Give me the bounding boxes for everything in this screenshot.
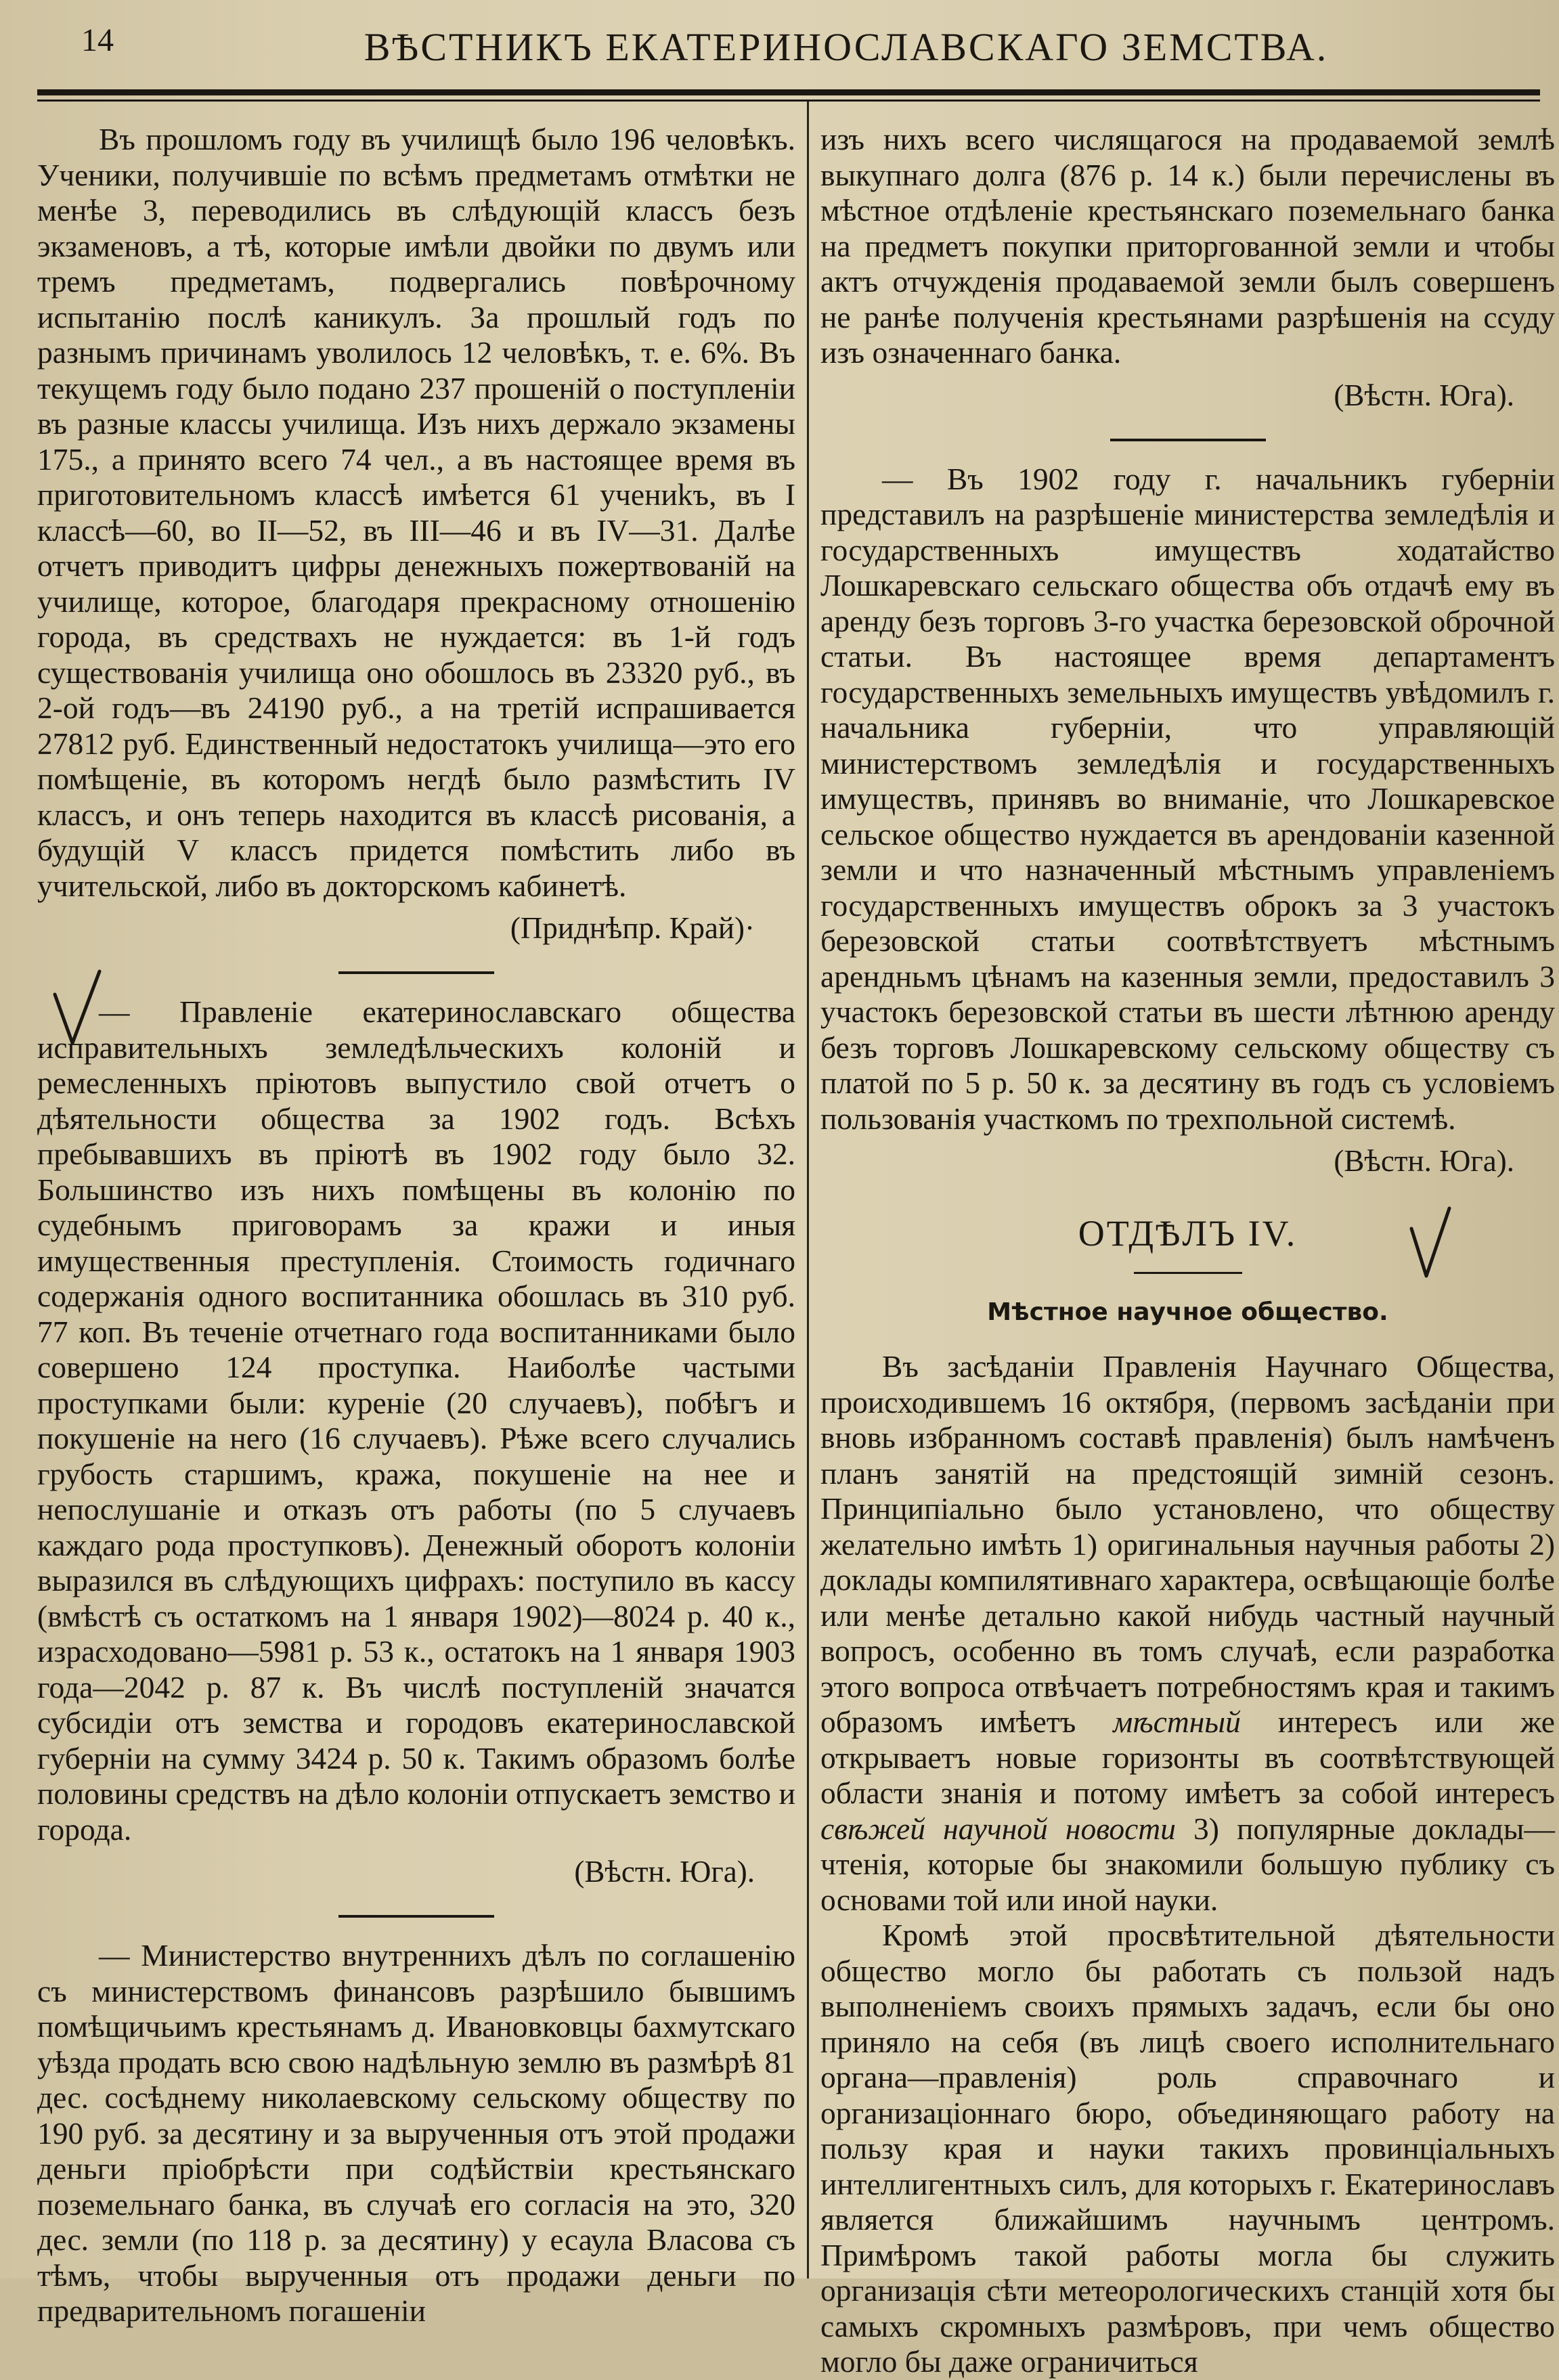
italic-text: мѣстный [1113, 1704, 1241, 1739]
section-heading [820, 1212, 1555, 1254]
article-scientific-society [820, 1349, 1555, 2380]
article-separator [338, 971, 494, 974]
checkmark-icon [1406, 1206, 1453, 1280]
header-rule-thick [37, 89, 1540, 95]
text-run: Въ засѣданіи Правленія Научнаго Общества, происходившемъ 16 октября, (первомъ засѣданіи при вновь избранномъ составѣ правленія) былъ намѣченъ планъ занятій на предстоящій зимній сезонъ. Принципіально было установлено, что обществу желательно имѣть 1) оригинальныя научныя работы 2) доклады компилятивнаго характера, освѣщающіе болѣе или менѣе детально какой нибудь частный научный вопросъ, особенно въ томъ случаѣ, если разработка этого вопроса отвѣчаетъ потребностямъ края и такимъ образомъ имѣетъ [820, 1349, 1555, 1739]
article-land-sale [37, 1938, 795, 2329]
article-source: (Приднѣпр. Край)· [510, 911, 755, 945]
article-text: Въ прошломъ году въ училищѣ было 196 человѣкъ. Ученики, получившіе по всѣмъ предметамъ отмѣтки не менѣе 3, переводились въ слѣдующій классъ безъ экзаменовъ, а тѣ, которые имѣли двойки по двумъ или тремъ предметамъ, подвергались повѣрочному испытанію послѣ каникулъ. За прошлый годъ по разнымъ причинамъ уволилось 12 человѣкъ, т. е. 6%. Въ текущемъ году было подано 237 прошеній о поступленіи въ разные классы училища. Изъ нихъ держало экзамены 175., а принято всего 74 чел., а въ настоящее время въ приготовительномъ классѣ имѣется 61 учениkъ, въ I классѣ—60, во II—52, въ III—46 и въ IV—31. Далѣе отчетъ приводитъ цифры денежныхъ пожертвованій на училище, которое, благодаря прекрасному отношенію города, въ средствахъ не нуждается: въ 1-й годъ существованія училища оно обошлось въ 23320 руб., въ 2-ой годъ—въ 24190 руб., а на третій испрашивается 27812 руб. Единственный недостатокъ училища—это его помѣщеніе, въ которомъ негдѣ было размѣстить IV классъ, и онъ теперь находится въ классѣ рисованія, а будущій V классъ придется помѣстить либо въ учительской, либо въ докторскомъ кабинетѣ. [37, 122, 795, 903]
article-land-sale-continued [820, 122, 1555, 416]
section-subheading: Мѣстное научное общество. [987, 1298, 1388, 1326]
column-divider [807, 102, 809, 2278]
left-column [37, 122, 795, 2328]
article-school-report [37, 122, 795, 948]
article-text: — Въ 1902 году г. начальникъ губерніи представилъ на разрѣшеніе министерства земледѣлія и государственныхъ имуществъ ходатайство Лошкаревскаго сельскаго общества объ отдачѣ ему въ аренду безъ торговъ 3-го участка березовской оброчной статьи. Въ настоящее время департаментъ государственныхъ земельныхъ имуществъ увѣдомилъ г. начальника губерніи, что управляющій министерствомъ земледѣлія и государственныхъ имуществъ, принявъ во вниманіе, что Лошкаревское сельское общество нуждается въ арендованіи казенной земли и что назначенный мѣстнымъ управленіемъ государственныхъ имуществъ оброкъ за 3 участокъ березовской статьи соотвѣтствуетъ мѣстнымъ арендньмъ цѣнамъ на казенныя земли, предоставилъ 3 участокъ березовской статьи въ шести лѣтнюю аренду безъ торговъ Лошкаревскому сельскому обществу съ платой по 5 р. 50 к. за десятину въ годъ съ условіемъ пользованія участкомъ по трехпольной системѣ. [820, 461, 1555, 1136]
page-header [0, 0, 1559, 95]
journal-title: ВѢСТНИКЪ ЕКАТЕРИНОСЛАВСКАГО ЗЕМСТВА. [364, 25, 1329, 69]
text-run: интересъ или же открываетъ новые горизонты въ соотвѣтствующей области знанія и потому имѣетъ за собой интересъ [820, 1704, 1556, 1810]
page-number: 14 [81, 22, 114, 58]
article-colonies-report [37, 994, 795, 1892]
article-paragraph: Кромѣ этой просвѣтительной дѣятельности общество могло бы работать съ пользой надъ выполненіемъ своихъ прямыхъ задачъ, если бы оно приняло на себя (въ лицѣ своего исполнительнаго органа—правленія) роль справочнаго и организаціоннаго бюро, объединяющаго работу на пользу края и науки такихъ провинціальныхъ интеллигентныхъ силъ, для которыхъ г. Екатеринославъ является ближайшимъ научнымъ центромъ. Примѣромъ такой работы могла бы служить организація сѣти метеорологическихъ станцій хотя бы самыхъ скромныхъ размѣровъ, при чемъ общество могло бы даже ограничиться [820, 1918, 1555, 2379]
italic-text: свѣжей научной новости [820, 1811, 1176, 1846]
article-separator [1110, 439, 1266, 441]
article-separator [338, 1915, 494, 1918]
checkmark-icon [49, 967, 104, 1049]
section-rule [1134, 1272, 1242, 1274]
article-text: — Министерство внутреннихъ дѣлъ по соглашенію съ министерствомъ финансовъ разрѣшило бывшимъ помѣщичьимъ крестьянамъ д. Ивановковцы бахмутскаго уѣзда продать всю свою надѣльную землю въ размѣрѣ 81 дес. сосѣднему николаевскому сельскому обществу по 190 руб. за десятину и за вырученныя отъ этой продажи деньги пріобрѣсти при содѣйствіи крестьянскаго поземельнаго банка, въ случаѣ его согласія на это, 320 дес. земли (по 118 р. за десятину) у есаула Власова съ тѣмъ, чтобы вырученныя отъ продажи деньги по предварительномъ погашеніи [37, 1938, 795, 2328]
article-source: (Вѣстн. Юга). [1334, 1144, 1514, 1178]
right-column [820, 122, 1556, 2379]
section-heading-text: ОТДѢЛЪ IV. [1078, 1213, 1298, 1254]
article-text: изъ нихъ всего числящагося на продаваемой землѣ выкупнаго долга (876 р. 14 к.) были перечислены въ мѣстное отдѣленіе крестьянскаго поземельнаго банка на предметъ покупки приторгованной земли и чтобы актъ отчужденія продаваемой земли былъ совершенъ не ранѣе полученія крестьянами разрѣшенія на ссуду изъ означеннаго банка. [820, 122, 1555, 370]
text-run: 3) популярные доклады—чтенія, которые бы знакомили большую публику съ основами той или иной науки. [820, 1811, 1556, 1917]
article-text: — Правленіе екатеринославскаго общества исправительныхъ земледѣльческихъ колоній и ремесленныхъ пріютовъ выпустило свой отчетъ о дѣятельности общества за 1902 годъ. Всѣхъ пребывавшихъ въ пріютѣ въ 1902 году было 32. Большинство изъ нихъ помѣщены въ колонію по судебнымъ приговорамъ за кражи и иныя имущественныя преступленія. Стоимость годичнаго содержанія одного воспитанника обошлась въ 310 руб. 77 коп. Въ теченіе отчетнаго года воспитанниками было совершено 124 проступка. Наиболѣе частыми проступками были: куреніе (20 случаевъ), побѣгъ и покушеніе на него (16 случаевъ). Рѣже всего случались грубость старшимъ, кража, покушеніе на нее и непослушаніе и отказъ отъ работы (по 5 случаевъ каждаго рода проступковъ). Денежный оборотъ колоніи выразился въ слѣдующихъ цифрахъ: поступило въ кассу (вмѣстѣ съ остаткомъ на 1 января 1902)—8024 р. 40 к., израсходовано—5981 р. 53 к., остатокъ на 1 января 1903 года—2042 р. 87 к. Въ числѣ поступленій значатся субсидіи отъ земства и городовъ екатеринославской губерніи на сумму 3424 р. 50 к. Такимъ образомъ болѣе половины средствъ на дѣло колоніи отпускаетъ земство и города. [37, 994, 795, 1847]
article-source: (Вѣстн. Юга). [574, 1855, 755, 1889]
article-lease [820, 462, 1555, 1182]
header-rule-thin [37, 100, 1540, 102]
article-paragraph [820, 1349, 1555, 1918]
article-source: (Вѣстн. Юга). [1334, 378, 1514, 412]
